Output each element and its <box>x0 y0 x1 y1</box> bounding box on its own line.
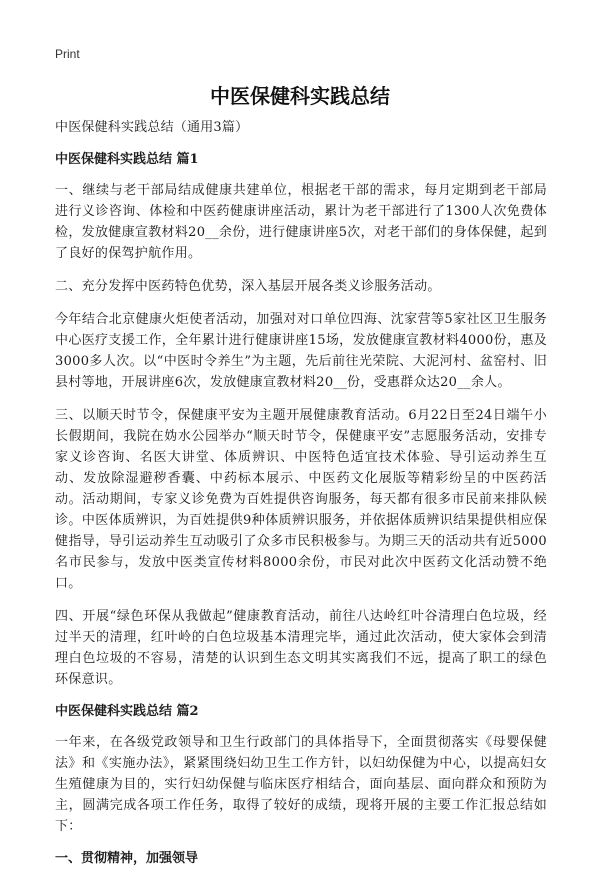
page-title: 中医保健科实践总结 <box>210 84 390 108</box>
section-heading-1: 中医保健科实践总结 篇1 <box>55 152 199 167</box>
subsection-heading: 一、贯彻精神，加强领导 <box>55 851 199 866</box>
paragraph: 一、继续与老干部局结成健康共建单位，根据老干部的需求，每月定期到老干部局进行义诊咨询、体检和中医药健康讲座活动，累计为老干部进行了1300人次免费体检，发放健康宣教材料20__余份，进行健康讲座5次，对老干部们的身体保健，起到了良好的保驾护航作用。 <box>55 183 547 261</box>
paragraph: 三、以顺天时节令，保健康平安为主题开展健康教育活动。6月22日至24日端午小长假期间，我院在妫水公园举办“顺天时节令，保健康平安”志愿服务活动，安排专家义诊咨询、名医大讲堂、体质辨识、中医特色适宜技术体验、导引运动养生互动、发放除湿避秽香囊、中药标本展示、中医药文化展版等精彩纷呈的中医药活动。活动期间，专家义诊免费为百姓提供咨询服务，每天都有很多市民前来排队候诊。中医体质辨识，为百姓提供9种体质辨识服务，并依据体质辨识结果提供相应保健指导，导引运动养生互动吸引了众多市民积极参与。为期三天的活动共有近5000名市民参与，发放中医类宣传材料8000余份，市民对此次中医药文化活动赞不绝口。 <box>55 408 547 591</box>
section-heading-2: 中医保健科实践总结 篇2 <box>55 704 199 719</box>
paragraph: 今年结合北京健康火炬使者活动，加强对对口单位四海、沈家营等5家社区卫生服务中心医疗支援工作，全年累计进行健康讲座15场，发放健康宣教材料4000份，惠及3000多人次。以“中医时令养生”为主题，先后前往光荣院、大泥河村、盆窑村、旧县村等地，开展讲座6次，发放健康宣教材料20__份，受惠群众达20__余人。 <box>55 312 547 390</box>
paragraph: 四、开展“绿色环保从我做起”健康教育活动，前往八达岭红叶谷清理白色垃圾，经过半天的清理，红叶岭的白色垃圾基本清理完毕，通过此次活动，使大家体会到清理白色垃圾的不容易，清楚的认识到生态文明其实离我们不远，提高了职工的绿色环保意识。 <box>55 609 547 687</box>
article-subtitle: 中医保健科实践总结（通用3篇） <box>55 120 249 135</box>
paragraph: 一年来，在各级党政领导和卫生行政部门的具体指导下，全面贯彻落实《母婴保健法》和《实施办法》，紧紧围绕妇幼卫生工作方针，以妇幼保健为中心，以提高妇女生殖健康为目的，实行妇幼保健与临床医疗相结合，面向基层、面向群众和预防为主，圆满完成各项工作任务，取得了较好的成绩，现将开展的主要工作汇报总结如下： <box>55 735 547 834</box>
print-link[interactable]: Print <box>55 47 80 61</box>
article-body <box>55 118 547 869</box>
paragraph: 二、充分发挥中医药特色优势，深入基层开展各类义诊服务活动。 <box>55 279 441 294</box>
